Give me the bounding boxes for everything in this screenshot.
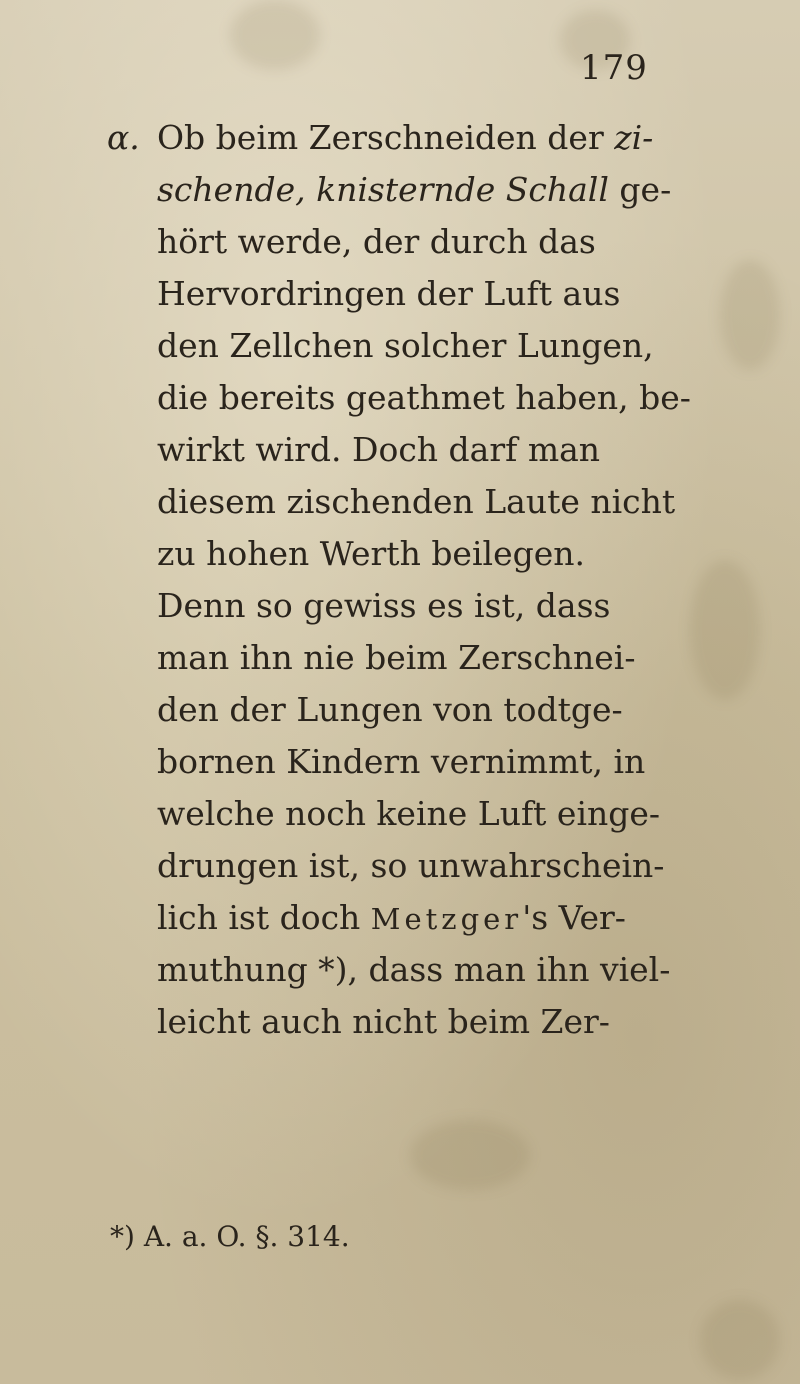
line-text: die bereits geathmet haben, be- (157, 378, 691, 417)
text-line (157, 372, 691, 424)
text-line (157, 528, 585, 580)
text-line (157, 268, 620, 320)
text-line (157, 788, 660, 840)
paper-stain (230, 0, 320, 70)
line-text: welche noch keine Luft einge- (157, 794, 661, 833)
line-text: 's Ver- (522, 898, 626, 937)
text-line (157, 684, 623, 736)
line-text-italic: schende, knisternde Schall (157, 170, 609, 209)
text-line (157, 424, 600, 476)
line-text: man ihn nie beim Zerschnei- (157, 638, 636, 677)
text-line (157, 996, 610, 1048)
footnote: *) A. a. O. §. 314. (110, 1220, 350, 1253)
text-line (157, 216, 596, 268)
line-text: leicht auch nicht beim Zer- (157, 1002, 610, 1041)
paragraph-marker: α. (107, 118, 140, 157)
line-text: den der Lungen von todtge- (157, 690, 623, 729)
author-name: Metzger (370, 902, 523, 936)
paper-stain (720, 260, 780, 370)
paper-stain (690, 560, 760, 700)
line-text: wirkt wird. Doch darf man (157, 430, 601, 469)
text-line (157, 840, 664, 892)
line-text: bornen Kindern vernimmt, in (157, 742, 646, 781)
text-line (157, 164, 671, 216)
line-text: Hervordringen der Luft aus (157, 274, 621, 313)
line-text: muthung *), dass man ihn viel- (157, 950, 671, 989)
line-text: lich ist doch (157, 898, 371, 937)
paper-stain (410, 1120, 530, 1190)
text-line (107, 112, 654, 164)
line-text: hört werde, der durch das (157, 222, 596, 261)
text-line (157, 632, 635, 684)
text-line (157, 320, 654, 372)
line-text: ge- (608, 170, 672, 209)
paper-stain (700, 1300, 780, 1380)
line-text: Denn so gewiss es ist, dass (157, 586, 611, 625)
text-line (157, 476, 675, 528)
line-text-italic: zi- (614, 118, 654, 157)
text-line (157, 944, 670, 996)
text-line (157, 736, 645, 788)
line-text: drungen ist, so unwahrschein- (157, 846, 665, 885)
line-text: Ob beim Zerschneiden der (157, 118, 615, 157)
page-number: 179 (580, 48, 648, 88)
text-line (157, 892, 626, 944)
line-text: diesem zischenden Laute nicht (157, 482, 676, 521)
text-line (157, 580, 610, 632)
line-text: den Zellchen solcher Lungen, (157, 326, 654, 365)
line-text: zu hohen Werth beilegen. (157, 534, 586, 573)
